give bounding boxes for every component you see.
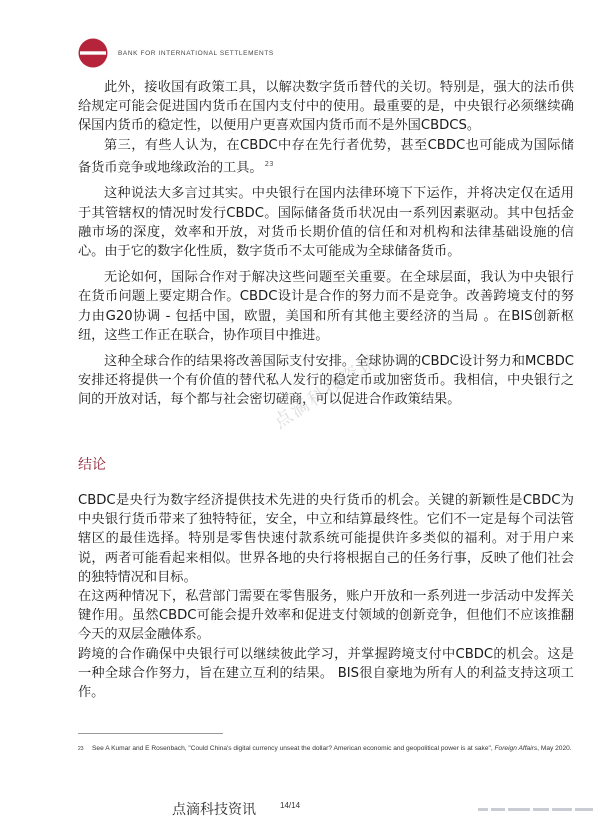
footnote-ref[interactable]: 23 <box>264 159 274 168</box>
footnote-body: See A Kumar and E Rosenbach, "Could China's digital currency unseat the dollar? American economic and geopolitical power is at sake", <box>92 745 495 752</box>
body-section <box>78 78 574 410</box>
paragraph <box>78 136 574 178</box>
footnote-journal: Foreign Affairs <box>494 745 538 752</box>
footnote-date: , May 2020. <box>537 745 572 752</box>
paragraph: 这种说法大多言过其实。中央银行在国内法律环境下下运作，并将决定仅在适用于其管辖权的情况时发行CBDC。国际储备货币状况由一系列因素驱动。其中包括金融市场的深度，效率和开放，对货币长期价值的信任和对机构和法律基础设施的信心。由于它的数字化性质，数字货币不太可能成为全球储备货币。 <box>78 186 574 260</box>
paragraph: 这种全球合作的结果将改善国际支付安排。全球协调的CBDC设计努力和MCBDC安排还将提供一个有价值的替代私人发行的稳定币或加密货币。我相信，中央银行之间的开放对话，每个都与社会密切磋商，可以促进合作政策结果。 <box>78 354 574 408</box>
footnote <box>78 744 578 754</box>
footnote-divider <box>78 733 223 734</box>
paragraph: 跨境的合作确保中央银行可以继续彼此学习，并掌握跨境支付中CBDC的机会。这是一种全球合作努力，旨在建立互利的结果。 BIS很自豪地为所有人的利益支持这项工作。 <box>78 646 574 701</box>
bottom-watermark: 点滴科技资讯 <box>172 802 256 818</box>
paragraph: 此外，接收国有政策工具，以解决数字货币替代的关切。特别是，强大的法币供给规定可能会促进国内货币在国内支付中的使用。最重要的是，中央银行必须继续确保国内货币的稳定性，以便用户更喜欢国内货币而不是外国CBDCS。 <box>78 80 574 134</box>
conclusion-section <box>78 491 574 702</box>
footnote-text <box>92 744 578 754</box>
paragraph-text: 第三，有些人认为，在CBDC中存在先行者优势，甚至CBDC也可能成为国际储备货币竞争或地缘政治的工具。 <box>78 137 574 176</box>
page-number: 14/14 <box>280 801 301 810</box>
bottom-decoration <box>478 808 593 811</box>
watermark-text: 点滴科技资讯 <box>270 349 383 433</box>
paragraph: 在这两种情况下，私营部门需要在零售服务，账户开放和一系列进一步活动中发挥关键作用。虽然CBDC可能会提升效率和促进支付领域的创新竞争，但他们不应该推翻今天的双层金融体系。 <box>78 589 574 643</box>
paragraph: CBDC是央行为数字经济提供技术先进的央行货币的机会。关键的新颖性是CBDC为中央银行货币带来了独特特征，安全，中立和结算最终性。它们不一定是每个司法管辖区的最佳选择。特别是零售快速付款系统可能提供许多类似的福利。对于用户来说，两者可能看起来相似。世界各地的央行将根据自己的任务行事，反映了他们社会的独特情况和目标。 <box>78 493 574 585</box>
bis-logo-icon <box>78 38 108 68</box>
paragraph: 无论如何，国际合作对于解决这些问题至关重要。在全球层面，我认为中央银行在货币问题上要定期合作。CBDC设计是合作的努力而不是竞争。改善跨境支付的努力由G20协调 - 包括中国，欧盟，美国和所有其他主要经济的当局 。在BIS创新枢纽，这些工作正在联合，协作项目中推进。 <box>78 270 574 343</box>
page-header <box>78 38 274 68</box>
footnote-number: 23 <box>78 746 84 752</box>
section-heading: 结论 <box>78 457 106 473</box>
org-name: BANK FOR INTERNATIONAL SETTLEMENTS <box>118 49 274 57</box>
